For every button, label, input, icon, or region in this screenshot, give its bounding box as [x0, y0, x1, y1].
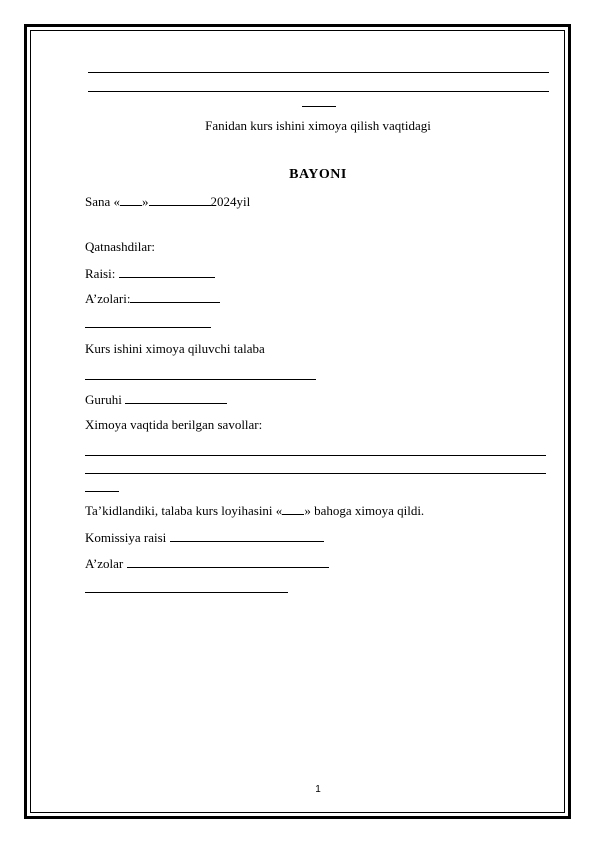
header-blank-line-1: [88, 72, 549, 73]
questions-label: Ximoya vaqtida berilgan savollar:: [85, 417, 263, 432]
header-blank-line-2: [88, 91, 549, 92]
signature-members-blank: [127, 555, 329, 568]
date-prefix: Sana «: [85, 194, 121, 209]
month-blank: [149, 193, 211, 206]
members-blank: [130, 290, 220, 303]
conclusion-suffix: » bahoga ximoya qildi.: [304, 503, 425, 518]
questions-blank-line-3: [85, 491, 119, 492]
signature-members-blank-line-2: [85, 592, 288, 593]
signature-members-label: A’zolar: [85, 556, 124, 571]
date-mid: »: [142, 194, 149, 209]
day-blank: [120, 193, 142, 206]
student-label: Kurs ishini ximoya qiluvchi talaba: [85, 341, 265, 356]
student-name-blank: [85, 379, 316, 380]
chair-line: [85, 265, 215, 282]
group-line: [85, 391, 227, 408]
grade-blank: [282, 502, 304, 515]
participants-heading: Qatnashdilar:: [85, 239, 156, 254]
date-line: [85, 193, 250, 210]
members-line: [85, 290, 220, 307]
group-blank: [125, 391, 227, 404]
commission-chair-blank: [170, 529, 324, 542]
page-number: 1: [315, 784, 321, 795]
chair-blank: [119, 265, 215, 278]
conclusion-prefix: Ta’kidlandiki, talaba kurs loyihasini «: [85, 503, 283, 518]
commission-chair-line: [85, 529, 324, 546]
commission-chair-label: Komissiya raisi: [85, 530, 167, 545]
conclusion-line: [85, 502, 424, 519]
questions-blank-line-2: [85, 473, 546, 474]
document-subtitle: Fanidan kurs ishini ximoya qilish vaqtidagi: [205, 118, 431, 133]
date-year: 2024yil: [210, 194, 251, 209]
signature-members-line: [85, 555, 329, 572]
document-title: BAYONI: [289, 167, 347, 182]
header-blank-line-3: [302, 106, 336, 107]
members-label: A’zolari:: [85, 291, 131, 306]
members-blank-line-2: [85, 327, 211, 328]
chair-label: Raisi:: [85, 266, 116, 281]
group-label: Guruhi: [85, 392, 122, 407]
questions-blank-line-1: [85, 455, 546, 456]
